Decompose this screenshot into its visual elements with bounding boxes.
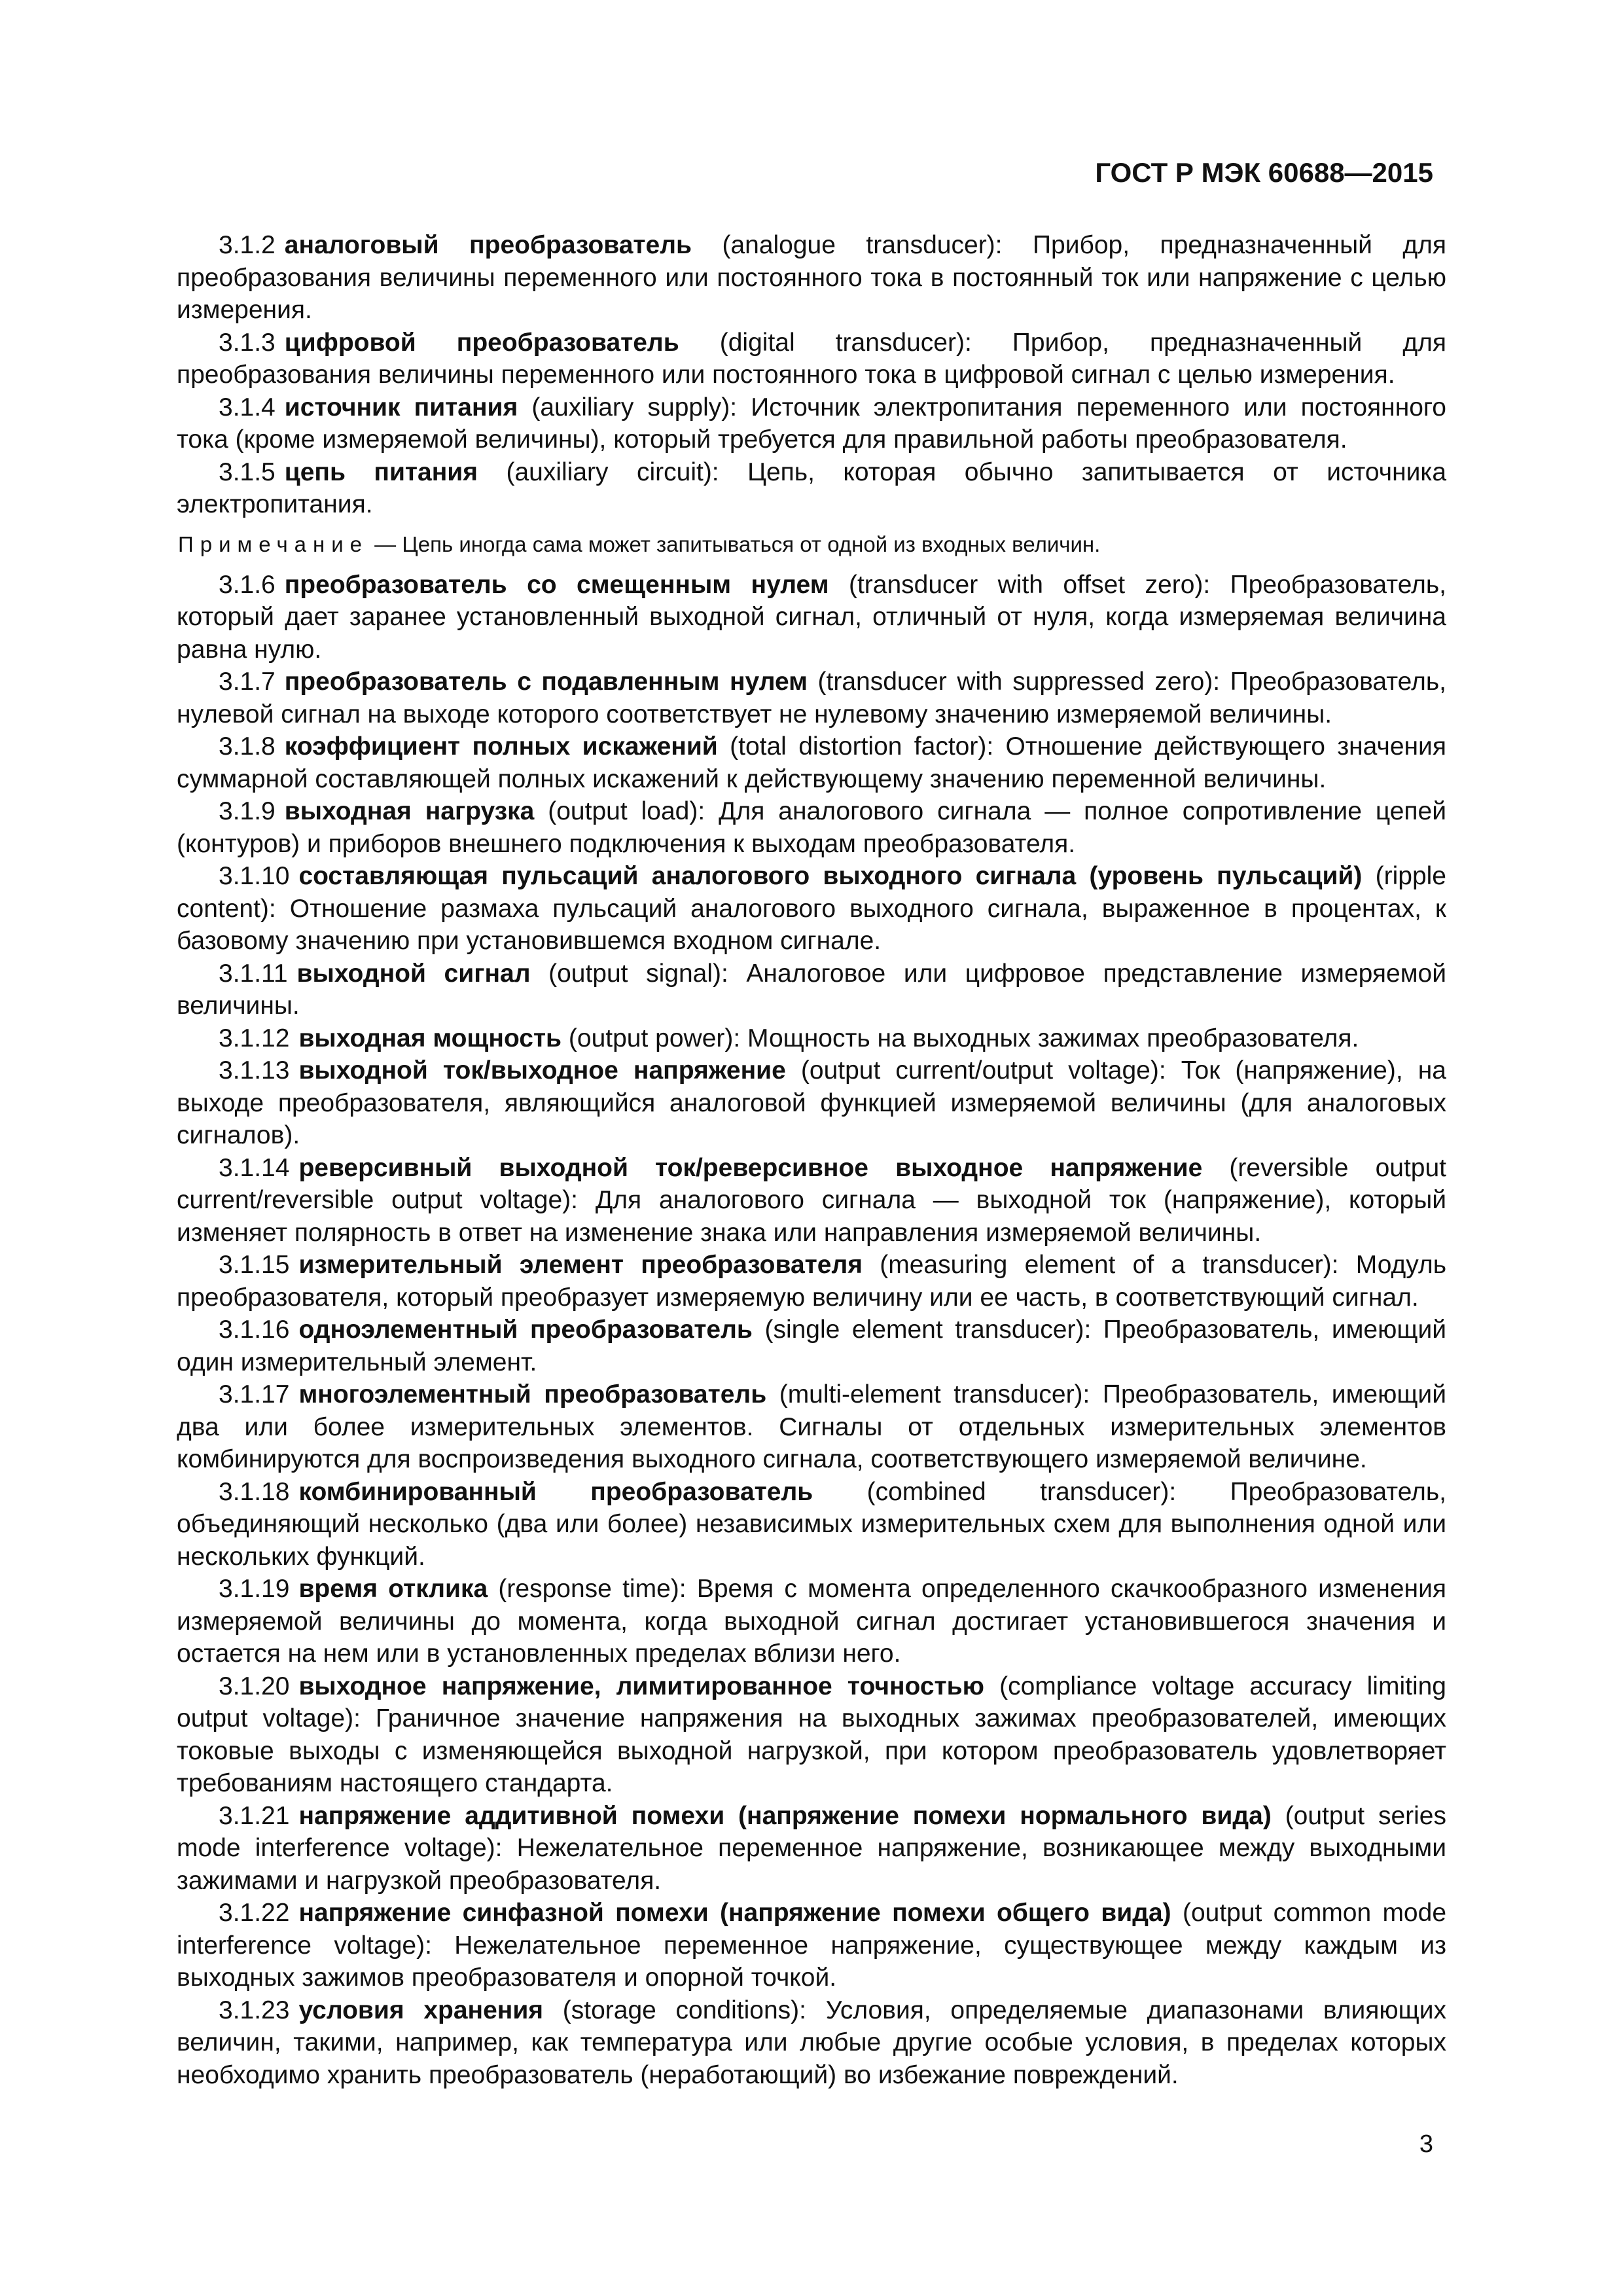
definition-entry bbox=[177, 1054, 1446, 1152]
entry-definition: Отношение размаха пульсаций аналогового выходного сигнала, выраженное в процентах, к базовому значению при установившемся входном сигнале. bbox=[177, 894, 1446, 955]
definition-entry bbox=[177, 1152, 1446, 1249]
entry-term: измерительный элемент преобразователя bbox=[298, 1251, 863, 1279]
entry-term: время отклика bbox=[298, 1575, 488, 1603]
entry-term: выходной сигнал bbox=[296, 959, 531, 988]
definition-entry bbox=[177, 391, 1446, 456]
entry-definition: Модуль преобразователя, который преобразует измеряемую величину или ее часть, в соответствующий сигнал. bbox=[177, 1251, 1447, 1312]
entry-english: (output power): bbox=[568, 1024, 741, 1052]
definition-entry bbox=[177, 569, 1446, 666]
entry-english: (output current/output voltage): bbox=[800, 1056, 1166, 1085]
entry-number: 3.1.19 bbox=[219, 1575, 290, 1603]
entry-english: (compliance voltage accuracy limiting output voltage): bbox=[177, 1672, 1446, 1732]
entry-term: аналоговый преобразователь bbox=[284, 231, 692, 259]
entry-english: (measuring element of a transducer): bbox=[880, 1251, 1339, 1279]
entry-english: (multi-element transducer): bbox=[779, 1380, 1090, 1408]
entry-term: коэффициент полных искажений bbox=[284, 732, 718, 761]
definition-entry bbox=[177, 1573, 1446, 1670]
entry-term: цепь питания bbox=[284, 457, 478, 486]
entry-term: комбинированный преобразователь bbox=[298, 1477, 813, 1506]
entry-english: (output common mode interference voltage): bbox=[177, 1899, 1447, 1960]
entry-number: 3.1.8 bbox=[219, 732, 276, 761]
entry-english: (storage conditions): bbox=[562, 1996, 806, 2024]
definition-entry bbox=[177, 229, 1446, 327]
definition-entry bbox=[177, 456, 1446, 521]
entry-term: выходное напряжение, лимитированное точностью bbox=[298, 1672, 984, 1700]
page-number: 3 bbox=[1419, 2130, 1433, 2158]
entry-number: 3.1.23 bbox=[219, 1996, 290, 2024]
definition-entry bbox=[177, 1994, 1446, 2092]
entry-english: (reversible output current/reversible output voltage): bbox=[177, 1153, 1446, 1214]
entry-english: (auxiliary circuit): bbox=[506, 457, 719, 486]
entry-number: 3.1.6 bbox=[219, 570, 276, 599]
entry-english: (digital transducer): bbox=[719, 328, 972, 357]
definition-entry bbox=[177, 327, 1446, 391]
entry-definition: Для аналогового сигнала — полное сопротивление цепей (контуров) и приборов внешнего подключения к выходам преобразователя. bbox=[177, 797, 1447, 858]
note-label: Примечание bbox=[178, 531, 369, 556]
entry-number: 3.1.4 bbox=[219, 393, 276, 422]
definition-entry bbox=[177, 1249, 1446, 1314]
entry-number: 3.1.9 bbox=[219, 797, 276, 825]
entry-definition: Преобразователь, имеющий два или более измерительных элементов. Сигналы от отдельных измерительных элементов комбинируются для воспроизведения выходного сигнала, соответствующего измеряемой величине. bbox=[177, 1380, 1447, 1473]
entry-term: одноэлементный преобразователь bbox=[298, 1316, 753, 1344]
entry-number: 3.1.21 bbox=[219, 1801, 290, 1830]
definition-entry bbox=[177, 1800, 1446, 1897]
entry-english: (auxiliary supply): bbox=[531, 393, 738, 422]
entry-number: 3.1.13 bbox=[219, 1056, 290, 1085]
entry-definition: Нежелательное переменное напряжение, возникающее между выходными зажимами и нагрузкой преобразователя. bbox=[177, 1834, 1446, 1895]
definition-entry bbox=[177, 1314, 1446, 1378]
entry-english: (ripple content): bbox=[177, 862, 1446, 923]
definition-entry bbox=[177, 1476, 1446, 1573]
entry-definition: Отношение действующего значения суммарной составляющей полных искажений к действующему значению переменной величины. bbox=[177, 732, 1446, 793]
entry-definition: Время с момента определенного скачкообразного изменения измеряемой величины до момента, когда выходной сигнал достигает установившегося значения и остается на нем или в установленных пределах вблизи него. bbox=[177, 1575, 1447, 1668]
definition-entry bbox=[177, 860, 1446, 958]
entry-english: (response time): bbox=[498, 1575, 687, 1603]
definition-entry bbox=[177, 795, 1446, 860]
entry-english: (total distortion factor): bbox=[730, 732, 994, 761]
definition-entry bbox=[177, 730, 1446, 795]
entry-english: (combined transducer): bbox=[866, 1477, 1177, 1506]
entry-english: (single element transducer): bbox=[764, 1316, 1092, 1344]
entry-definition: Для аналогового сигнала — выходной ток (напряжение), который изменяет полярность в ответ на изменение знака или направления измеряемой величины. bbox=[177, 1186, 1447, 1247]
entry-definition: Источник электропитания переменного или постоянного тока (кроме измеряемой величины), который требуется для правильной работы преобразователя. bbox=[177, 393, 1446, 454]
entry-number: 3.1.18 bbox=[219, 1477, 290, 1506]
entry-definition: Преобразователь, который дает заранее установленный выходной сигнал, отличный от нуля, когда измеряемая величина равна нулю. bbox=[177, 570, 1446, 664]
entry-definition: Преобразователь, имеющий один измерительный элемент. bbox=[177, 1316, 1447, 1376]
entry-term: условия хранения bbox=[298, 1996, 544, 2024]
definition-entry bbox=[177, 1022, 1446, 1055]
entry-definition: Прибор, предназначенный для преобразования величины переменного или постоянного тока в постоянный ток или напряжение с целью измерения. bbox=[177, 231, 1446, 324]
entry-english: (transducer with offset zero): bbox=[848, 570, 1211, 599]
entry-english: (output signal): bbox=[548, 959, 728, 988]
entry-english: (transducer with suppressed zero): bbox=[817, 668, 1221, 696]
entry-definition: Граничное значение напряжения на выходных зажимах преобразователей, имеющих токовые выходы с изменяющейся выходной нагрузкой, при котором преобразователь удовлетворяет требованиям настоящего стандарта. bbox=[177, 1704, 1446, 1797]
definitions-list bbox=[177, 229, 1446, 2091]
definition-entry bbox=[177, 958, 1446, 1022]
entry-number: 3.1.14 bbox=[219, 1153, 290, 1182]
entry-english: (output series mode interference voltage): bbox=[177, 1801, 1446, 1862]
definition-entry bbox=[177, 1378, 1446, 1476]
entry-number: 3.1.11 bbox=[219, 959, 288, 988]
entry-term: цифровой преобразователь bbox=[284, 328, 679, 357]
entry-definition: Преобразователь, объединяющий несколько (два или более) независимых измерительных схем для выполнения одной или нескольких функций. bbox=[177, 1477, 1446, 1571]
entry-number: 3.1.3 bbox=[219, 328, 276, 357]
entry-definition: Прибор, предназначенный для преобразования величины переменного или постоянного тока в цифровой сигнал с целью измерения. bbox=[177, 328, 1446, 389]
entry-definition: Преобразователь, нулевой сигнал на выходе которого соответствует не нулевому значению измеряемой величины. bbox=[177, 668, 1446, 728]
entry-definition: Мощность на выходных зажимах преобразователя. bbox=[747, 1024, 1359, 1052]
entry-number: 3.1.2 bbox=[219, 231, 276, 259]
entry-term: выходной ток/выходное напряжение bbox=[298, 1056, 786, 1085]
note bbox=[177, 529, 1446, 560]
note-text: Цепь иногда сама может запитываться от одной из входных величин. bbox=[402, 531, 1101, 556]
entry-term: преобразователь с подавленным нулем bbox=[284, 668, 808, 696]
entry-term: составляющая пульсаций аналогового выходного сигнала (уровень пульсаций) bbox=[298, 862, 1363, 890]
entry-number: 3.1.5 bbox=[219, 457, 276, 486]
entry-term: выходная мощность bbox=[298, 1024, 562, 1052]
document-header: ГОСТ Р МЭК 60688—2015 bbox=[1095, 157, 1433, 188]
note-dash: — bbox=[368, 531, 402, 556]
entry-term: многоэлементный преобразователь bbox=[298, 1380, 767, 1408]
entry-number: 3.1.16 bbox=[219, 1316, 290, 1344]
entry-term: источник питания bbox=[284, 393, 518, 422]
entry-term: напряжение аддитивной помехи (напряжение помехи нормального вида) bbox=[298, 1801, 1272, 1830]
entry-term: преобразователь со смещенным нулем bbox=[284, 570, 829, 599]
entry-definition: Нежелательное переменное напряжение, существующее между каждым из выходных зажимов преобразователя и опорной точкой. bbox=[177, 1931, 1446, 1992]
entry-definition: Условия, определяемые диапазонами влияющих величин, такими, например, как температура или любые другие особые условия, в пределах которых необходимо хранить преобразователь (неработающий) во избежание повреждений. bbox=[177, 1996, 1447, 2089]
entry-definition: Цепь, которая обычно запитывается от источника электропитания. bbox=[177, 457, 1447, 518]
entry-definition: Ток (напряжение), на выходе преобразователя, являющийся аналоговой функцией измеряемой величины (для аналоговых сигналов). bbox=[177, 1056, 1446, 1149]
entry-number: 3.1.17 bbox=[219, 1380, 290, 1408]
entry-number: 3.1.22 bbox=[219, 1899, 290, 1927]
definition-entry bbox=[177, 1670, 1446, 1800]
definition-entry bbox=[177, 1897, 1446, 1994]
entry-english: (analogue transducer): bbox=[722, 231, 1003, 259]
entry-english: (output load): bbox=[548, 797, 705, 825]
entry-term: реверсивный выходной ток/реверсивное выходное напряжение bbox=[298, 1153, 1203, 1182]
entry-definition: Аналоговое или цифровое представление измеряемой величины. bbox=[177, 959, 1446, 1020]
entry-number: 3.1.10 bbox=[219, 862, 290, 890]
definition-entry bbox=[177, 666, 1446, 730]
entry-term: напряжение синфазной помехи (напряжение помехи общего вида) bbox=[298, 1899, 1171, 1927]
entry-number: 3.1.20 bbox=[219, 1672, 290, 1700]
entry-term: выходная нагрузка bbox=[284, 797, 535, 825]
entry-number: 3.1.12 bbox=[219, 1024, 290, 1052]
entry-number: 3.1.7 bbox=[219, 668, 276, 696]
entry-number: 3.1.15 bbox=[219, 1251, 290, 1279]
